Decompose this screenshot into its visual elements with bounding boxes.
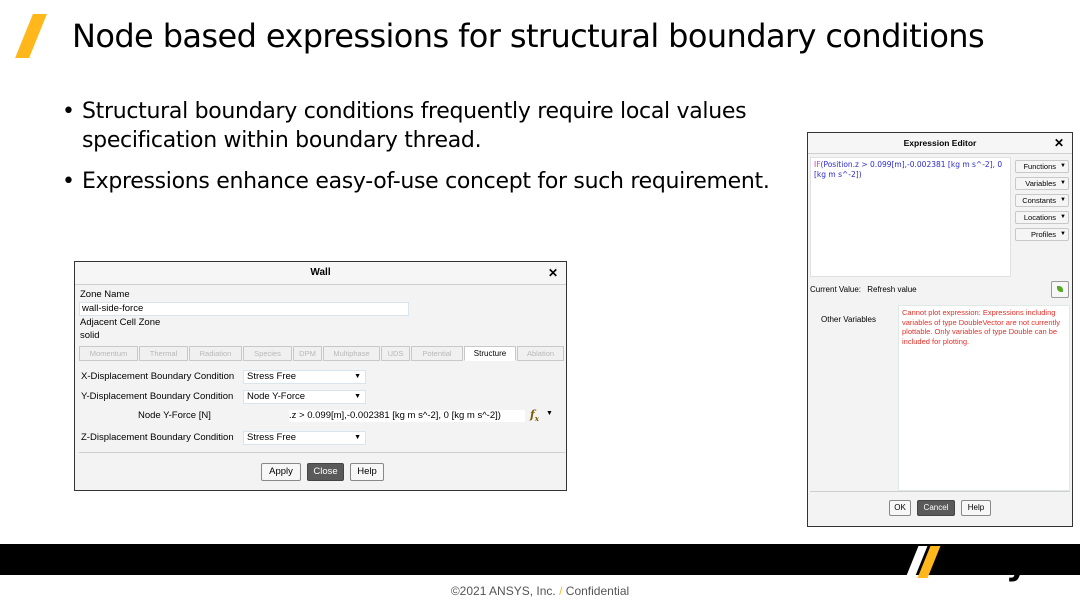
chevron-down-icon: ▼ bbox=[1060, 214, 1066, 220]
chevron-down-icon: ▼ bbox=[354, 373, 361, 380]
locations-menu-button[interactable] bbox=[1015, 211, 1069, 224]
current-value-row bbox=[810, 285, 917, 294]
y-displacement-select[interactable] bbox=[243, 390, 366, 404]
constants-menu-button[interactable] bbox=[1015, 194, 1069, 207]
close-icon[interactable]: ✕ bbox=[547, 266, 558, 280]
wall-dialog bbox=[74, 261, 567, 491]
chevron-down-icon: ▼ bbox=[1060, 197, 1066, 203]
tab-thermal[interactable]: Thermal bbox=[139, 346, 188, 361]
constants-label: Constants bbox=[1022, 196, 1056, 205]
profiles-label: Profiles bbox=[1030, 230, 1056, 239]
z-displacement-select[interactable] bbox=[243, 431, 366, 445]
bullet-dot-icon: • bbox=[62, 169, 75, 194]
wall-tabs bbox=[79, 346, 565, 360]
plot-message-area: Cannot plot expression: Expressions including variables of type DoubleVector are not currently plottable. Only variables of type Double can be included for plotting. bbox=[898, 305, 1070, 491]
ok-button[interactable]: OK bbox=[889, 500, 911, 516]
chevron-down-icon: ▼ bbox=[1060, 163, 1066, 169]
expression-side-buttons bbox=[1015, 160, 1069, 245]
bullet-text: Structural boundary conditions frequently require local values specification within boundary thread. bbox=[82, 99, 747, 153]
variables-menu-button[interactable] bbox=[1015, 177, 1069, 190]
help-button[interactable]: Help bbox=[961, 500, 991, 516]
x-displacement-label: X-Displacement Boundary Condition bbox=[81, 371, 235, 382]
logo-text: Ansys bbox=[938, 543, 1047, 583]
help-button[interactable]: Help bbox=[350, 463, 384, 481]
y-displacement-value: Node Y-Force bbox=[247, 391, 306, 402]
tab-radiation[interactable]: Radiation bbox=[189, 346, 242, 361]
divider bbox=[79, 452, 565, 453]
tab-species[interactable]: Species bbox=[243, 346, 292, 361]
slide-title: Node based expressions for structural boundary conditions bbox=[72, 17, 985, 55]
tab-uds[interactable]: UDS bbox=[381, 346, 410, 361]
profiles-menu-button[interactable] bbox=[1015, 228, 1069, 241]
x-displacement-value: Stress Free bbox=[247, 371, 297, 382]
expression-editor-titlebar[interactable] bbox=[808, 133, 1072, 154]
refresh-value-text: Refresh value bbox=[867, 285, 917, 294]
bullet-item bbox=[62, 167, 792, 196]
chevron-down-icon: ▼ bbox=[354, 393, 361, 400]
copyright-text: ©2021 ANSYS, Inc. bbox=[450, 584, 556, 598]
close-icon[interactable]: ✕ bbox=[1053, 136, 1064, 150]
tab-ablation[interactable]: Ablation bbox=[517, 346, 564, 361]
function-fx-icon[interactable]: $f_x$ bbox=[530, 408, 539, 424]
chevron-down-icon: ▼ bbox=[1060, 231, 1066, 237]
chevron-down-icon: ▼ bbox=[1060, 180, 1066, 186]
functions-label: Functions bbox=[1023, 162, 1056, 171]
current-value-label: Current Value: bbox=[810, 285, 861, 294]
title-accent-bar bbox=[15, 14, 47, 58]
close-button[interactable]: Close bbox=[307, 463, 344, 481]
adjacent-cell-zone-label: Adjacent Cell Zone bbox=[80, 317, 161, 328]
expression-editor-title: Expression Editor bbox=[903, 138, 977, 148]
tab-structure[interactable]: Structure bbox=[464, 346, 516, 361]
wall-dialog-title: Wall bbox=[310, 267, 331, 278]
zone-name-label: Zone Name bbox=[80, 289, 130, 300]
locations-label: Locations bbox=[1023, 213, 1056, 222]
leaf-icon bbox=[1057, 286, 1063, 292]
functions-menu-button[interactable] bbox=[1015, 160, 1069, 173]
code-text: (Position.z > 0.099[m],-0.002381 [kg m s^-2], 0 [kg m s^-2]) bbox=[814, 160, 1003, 179]
chevron-down-icon: ▼ bbox=[354, 434, 361, 441]
tab-multiphase[interactable]: Multiphase bbox=[323, 346, 380, 361]
bullet-item bbox=[62, 97, 792, 155]
divider bbox=[810, 491, 1070, 492]
other-variables-label: Other Variables bbox=[821, 315, 876, 324]
y-displacement-label: Y-Displacement Boundary Condition bbox=[81, 391, 234, 402]
tab-potential[interactable]: Potential bbox=[411, 346, 463, 361]
refresh-button[interactable] bbox=[1051, 281, 1069, 298]
bullet-text: Expressions enhance easy-of-use concept for such requirement. bbox=[82, 169, 770, 194]
expression-editor-dialog bbox=[807, 132, 1073, 527]
apply-button[interactable]: Apply bbox=[261, 463, 301, 481]
copyright-slash: / bbox=[559, 584, 563, 598]
ansys-logo bbox=[908, 542, 1068, 582]
expression-code-area[interactable] bbox=[810, 157, 1011, 277]
z-displacement-value: Stress Free bbox=[247, 432, 297, 443]
adjacent-cell-zone-value: solid bbox=[80, 330, 100, 341]
tab-dpm[interactable]: DPM bbox=[293, 346, 322, 361]
tab-momentum[interactable]: Momentum bbox=[79, 346, 138, 361]
wall-dialog-titlebar[interactable] bbox=[75, 262, 566, 285]
bullet-dot-icon: • bbox=[62, 99, 75, 124]
confidential-text: Confidential bbox=[565, 584, 630, 598]
copyright-line bbox=[0, 584, 1080, 598]
bullet-list bbox=[62, 97, 792, 208]
variables-label: Variables bbox=[1025, 179, 1056, 188]
cancel-button[interactable]: Cancel bbox=[917, 500, 955, 516]
zone-name-input[interactable]: wall-side-force bbox=[79, 302, 409, 316]
x-displacement-select[interactable] bbox=[243, 370, 366, 384]
node-force-label: Node Y-Force [N] bbox=[138, 410, 211, 421]
code-keyword: IF bbox=[814, 160, 821, 169]
z-displacement-label: Z-Displacement Boundary Condition bbox=[81, 432, 234, 443]
chevron-down-icon[interactable]: ▼ bbox=[546, 410, 553, 417]
node-force-expression-input[interactable]: .z > 0.099[m],-0.002381 [kg m s^-2], 0 [kg m s^-2]) bbox=[289, 410, 525, 422]
